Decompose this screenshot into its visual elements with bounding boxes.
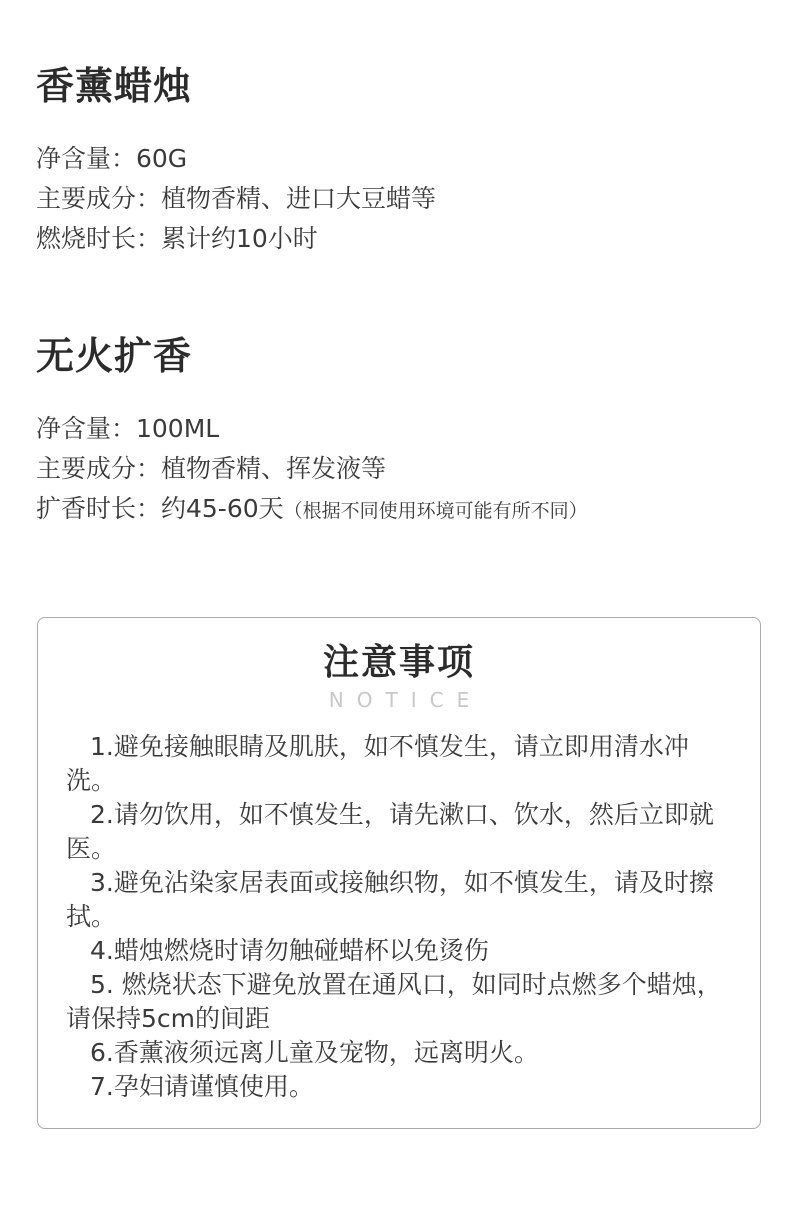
notice-item: 1.避免接触眼睛及肌肤，如不慎发生，请立即用清水冲洗。 <box>66 732 689 795</box>
notice-item: 6.香薰液须远离儿童及宠物，远离明火。 <box>90 1038 539 1067</box>
candle-net-content: 净含量：60G <box>36 144 188 173</box>
notice-item: 5. 燃烧状态下避免放置在通风口，如同时点燃多个蜡烛，请保持5cm的间距 <box>66 970 722 1033</box>
candle-section <box>36 61 764 259</box>
notice-subtitle: NOTICE <box>328 688 483 712</box>
candle-title: 香薰蜡烛 <box>36 64 193 108</box>
diffuser-title: 无火扩香 <box>36 334 193 378</box>
diffuser-net-content: 净含量：100ML <box>36 414 220 443</box>
diffuser-duration-text: 扩香时长：约45-60天 <box>36 494 284 523</box>
notice-item: 2.请勿饮用，如不慎发生，请先漱口、饮水，然后立即就医。 <box>66 800 714 863</box>
notice-title: 注意事项 <box>322 642 475 683</box>
notice-list <box>66 730 734 1104</box>
diffuser-duration <box>36 489 764 531</box>
notice-item: 4.蜡烛燃烧时请勿触碰蜡杯以免烫伤 <box>90 936 489 965</box>
candle-spec-list <box>36 139 764 259</box>
candle-ingredients: 主要成分：植物香精、进口大豆蜡等 <box>36 184 437 213</box>
notice-item: 3.避免沾染家居表面或接触织物，如不慎发生，请及时擦拭。 <box>66 868 714 931</box>
diffuser-duration-note: （根据不同使用环境可能有所不同） <box>283 500 588 522</box>
notice-box <box>37 617 761 1129</box>
diffuser-section <box>36 331 764 531</box>
notice-item: 7.孕妇请谨慎使用。 <box>90 1072 314 1101</box>
diffuser-spec-list <box>36 409 764 531</box>
candle-burn-time: 燃烧时长：累计约10小时 <box>36 224 318 253</box>
diffuser-ingredients: 主要成分：植物香精、挥发液等 <box>36 454 387 483</box>
